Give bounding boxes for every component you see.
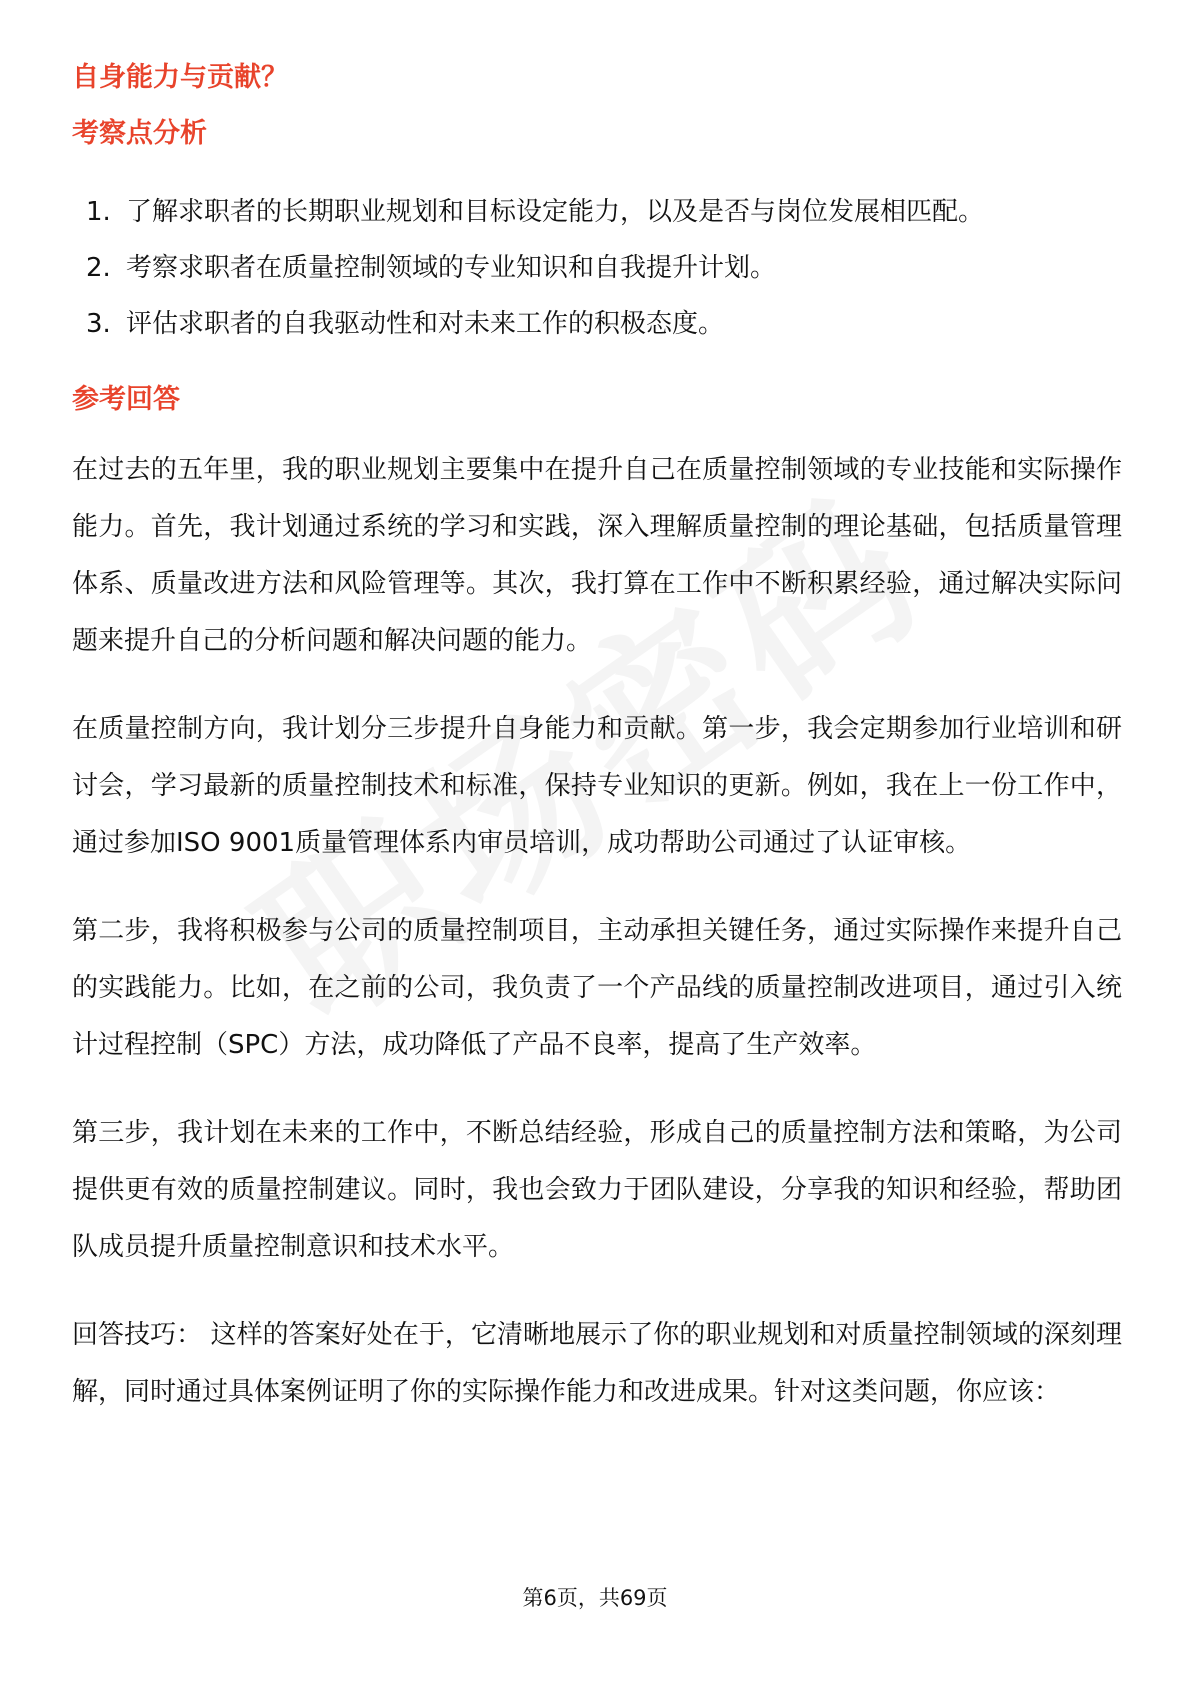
list-item-text: 了解求职者的长期职业规划和目标设定能力，以及是否与岗位发展相匹配。 xyxy=(126,197,985,227)
list-item-number: 2. xyxy=(86,253,111,283)
list-item-text: 考察求职者在质量控制领域的专业知识和自我提升计划。 xyxy=(126,253,777,283)
analysis-list xyxy=(72,184,1122,352)
answer-paragraph: 第三步，我计划在未来的工作中，不断总结经验，形成自己的质量控制方法和策略，为公司提供更有效的质量控制建议。同时，我也会致力于团队建设，分享我的知识和经验，帮助团队成员提升质量控制意识和技术水平。 xyxy=(72,1118,1122,1262)
answer-paragraph: 在质量控制方向，我计划分三步提升自身能力和贡献。第一步，我会定期参加行业培训和研讨会，学习最新的质量控制技术和标准，保持专业知识的更新。例如，我在上一份工作中，通过参加ISO 9001质量管理体系内审员培训，成功帮助公司通过了认证审核。 xyxy=(72,714,1122,858)
answer-paragraph: 在过去的五年里，我的职业规划主要集中在提升自己在质量控制领域的专业技能和实际操作能力。首先，我计划通过系统的学习和实践，深入理解质量控制的理论基础，包括质量管理体系、质量改进方法和风险管理等。其次，我打算在工作中不断积累经验，通过解决实际问题来提升自己的分析问题和解决问题的能力。 xyxy=(72,455,1122,656)
page-number: 第6页，共69页 xyxy=(522,1586,668,1610)
list-item xyxy=(86,184,1122,240)
list-item-number: 3. xyxy=(86,309,111,339)
answer-heading: 参考回答 xyxy=(72,384,180,415)
answer-paragraph: 第二步，我将积极参与公司的质量控制项目，主动承担关键任务，通过实际操作来提升自己的实践能力。比如，在之前的公司，我负责了一个产品线的质量控制改进项目，通过引入统计过程控制（SPC）方法，成功降低了产品不良率，提高了生产效率。 xyxy=(72,916,1122,1060)
list-item xyxy=(86,296,1122,352)
list-item xyxy=(86,240,1122,296)
list-item-number: 1. xyxy=(86,197,111,227)
tips-paragraph: 回答技巧： 这样的答案好处在于，它清晰地展示了你的职业规划和对质量控制领域的深刻理解，同时通过具体案例证明了你的实际操作能力和改进成果。针对这类问题，你应该： xyxy=(72,1320,1122,1407)
list-item-text: 评估求职者的自我驱动性和对未来工作的积极态度。 xyxy=(126,309,725,339)
question-heading: 自身能力与贡献？ xyxy=(72,62,288,93)
page-content xyxy=(72,58,1122,1452)
analysis-heading: 考察点分析 xyxy=(72,118,207,149)
